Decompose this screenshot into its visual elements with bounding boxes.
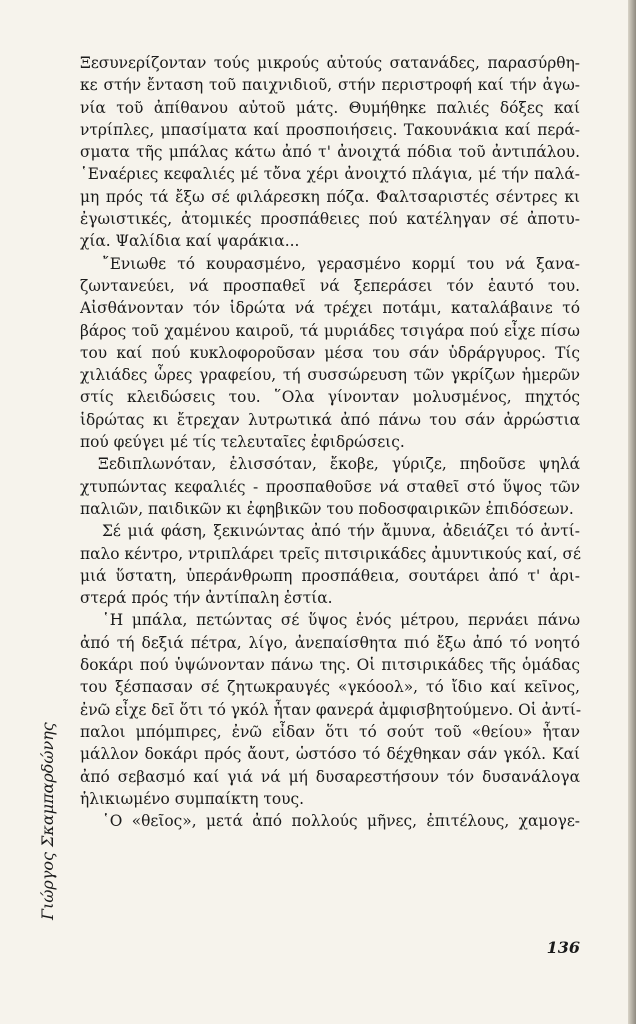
page-edge: [628, 0, 636, 1024]
text-line: στίς κλειδώσεις του. ῞Ολα γίνονταν μολυσμένος, πηχτός: [80, 388, 580, 407]
text-line: Σέ μιά φάση, ξεκινώντας ἀπό τήν ἄμυνα, ἀδειάζει τό ἀντί-: [102, 522, 580, 541]
text-line: χτυπώντας κεφαλιές - προσπαθοῦσε νά σταθεῖ στό ὕψος τῶν: [80, 477, 580, 496]
text-line: μάλλον δοκάρι πρός ἄουτ, ὡστόσο τό δέχθηκαν σάν γκόλ. Καί: [80, 745, 580, 764]
text-line: χιλιάδες ὧρες γραφείου, τή συσσώρευση τῶν γκρίζων ἡμερῶν: [80, 366, 580, 385]
page-number: 136: [546, 938, 580, 957]
text-line: ζωντανεύει, νά προσπαθεῖ νά ξεπεράσει τόν ἑαυτό του.: [80, 276, 580, 295]
text-line: μη πρός τά ἔξω σέ φιλάρεσκη πόζα. Φαλτσαριστές σέντρες κι: [80, 187, 580, 206]
text-line: κε στήν ἔνταση τοῦ παιχνιδιοῦ, στήν περιστροφή καί τήν ἀγω-: [80, 76, 580, 95]
text-line: ἐνῶ εἶχε δεῖ ὅτι τό γκόλ ἦταν φανερά ἀμφισβητούμενο. Οἱ ἀντί-: [80, 700, 582, 719]
text-line: ῾Ο «θεῖος», μετά ἀπό πολλούς μῆνες, ἐπιτέλους, χαμογε-: [102, 812, 580, 831]
text-line: του ξέσπασαν σέ ζητωκραυγές «γκόοολ», τό ἴδιο καί κεῖνος,: [80, 678, 580, 697]
text-line: παλιῶν, παιδικῶν κι ἐφηβικῶν του ποδοσφαιρικῶν ἐπιδόσεων.: [80, 499, 574, 518]
text-line: μιά ὕστατη, ὑπεράνθρωπη προσπάθεια, σουτάρει ἀπό τ' ἀρι-: [80, 566, 580, 585]
text-line: ἡλικιωμένο συμπαίκτη τους.: [80, 789, 305, 808]
text-line: βάρος τοῦ χαμένου καιροῦ, τά μυριάδες τσιγάρα πού εἶχε πίσω: [80, 321, 580, 340]
text-line: Αἰσθάνονταν τόν ἱδρώτα νά τρέχει ποτάμι, καταλάβαινε τό: [80, 299, 580, 318]
text-line: ῾Η μπάλα, πετώντας σέ ὕψος ἑνός μέτρου, περνάει πάνω: [102, 611, 580, 630]
body-text: [80, 52, 580, 832]
text-line: παλοι μπόμπιρες, ἐνῶ εἶδαν ὅτι τό σούτ τοῦ «θείου» ἦταν: [80, 722, 580, 741]
text-line: ἱδρώτας κι ἔτρεχαν λυτρωτικά ἀπό πάνω του σάν ἀρρώστια: [80, 410, 580, 429]
text-line: Ξεδιπλωνόταν, ἑλισσόταν, ἔκοβε, γύριζε, πηδοῦσε ψηλά: [98, 455, 580, 474]
author-name: Γιώργος Σκαμπαρδώνης: [38, 722, 57, 920]
text-line: ἐγωιστικές, ἀτομικές προσπάθειες πού κατέληγαν σέ ἀποτυ-: [80, 210, 580, 229]
text-line: στερά πρός τήν ἀντίπαλη ἑστία.: [80, 589, 333, 608]
text-line: σματα τῆς μπάλας κάτω ἀπό τ' ἀνοιχτά πόδια τοῦ ἀντιπάλου.: [80, 143, 580, 162]
text-line: ῾Εναέριες κεφαλιές μέ τὄνα χέρι ἀνοιχτό πλάγια, μέ τήν παλά-: [80, 165, 580, 184]
text-line: παλο κέντρο, ντριπλάρει τρεῖς πιτσιρικάδες ἀμυντικούς καί, σέ: [80, 544, 581, 563]
text-line: δοκάρι πού ὑψώνονταν πάνω της. Οἱ πιτσιρικάδες τῆς ὁμάδας: [80, 656, 580, 675]
text-line: του καί πού κυκλοφοροῦσαν μέσα του σάν ὑδράργυρος. Τίς: [80, 343, 580, 362]
text-line: χία. Ψαλίδια καί ψαράκια...: [80, 232, 300, 251]
text-line: πού φεύγει μέ τίς τελευταῖες ἐφιδρώσεις.: [80, 433, 405, 452]
text-line: Ξεσυνερίζονταν τούς μικρούς αὐτούς σατανάδες, παρασύρθη-: [80, 54, 580, 72]
text-line: νία τοῦ ἀπίθανου αὐτοῦ μάτς. Θυμήθηκε παλιές δόξες καί: [80, 98, 580, 117]
text-line: ἀπό σεβασμό καί γιά νά μή δυσαρεστήσουν τόν δυσανάλογα: [80, 767, 580, 786]
text-line: ῎Ενιωθε τό κουρασμένο, γερασμένο κορμί του νά ξανα-: [102, 254, 580, 273]
text-line: ντρίπλες, μπασίματα καί προσποιήσεις. Τακουνάκια καί περά-: [80, 120, 580, 139]
text-line: ἀπό τή δεξιά πέτρα, λίγο, ἀνεπαίσθητα πιό ἔξω ἀπό τό νοητό: [80, 633, 580, 652]
